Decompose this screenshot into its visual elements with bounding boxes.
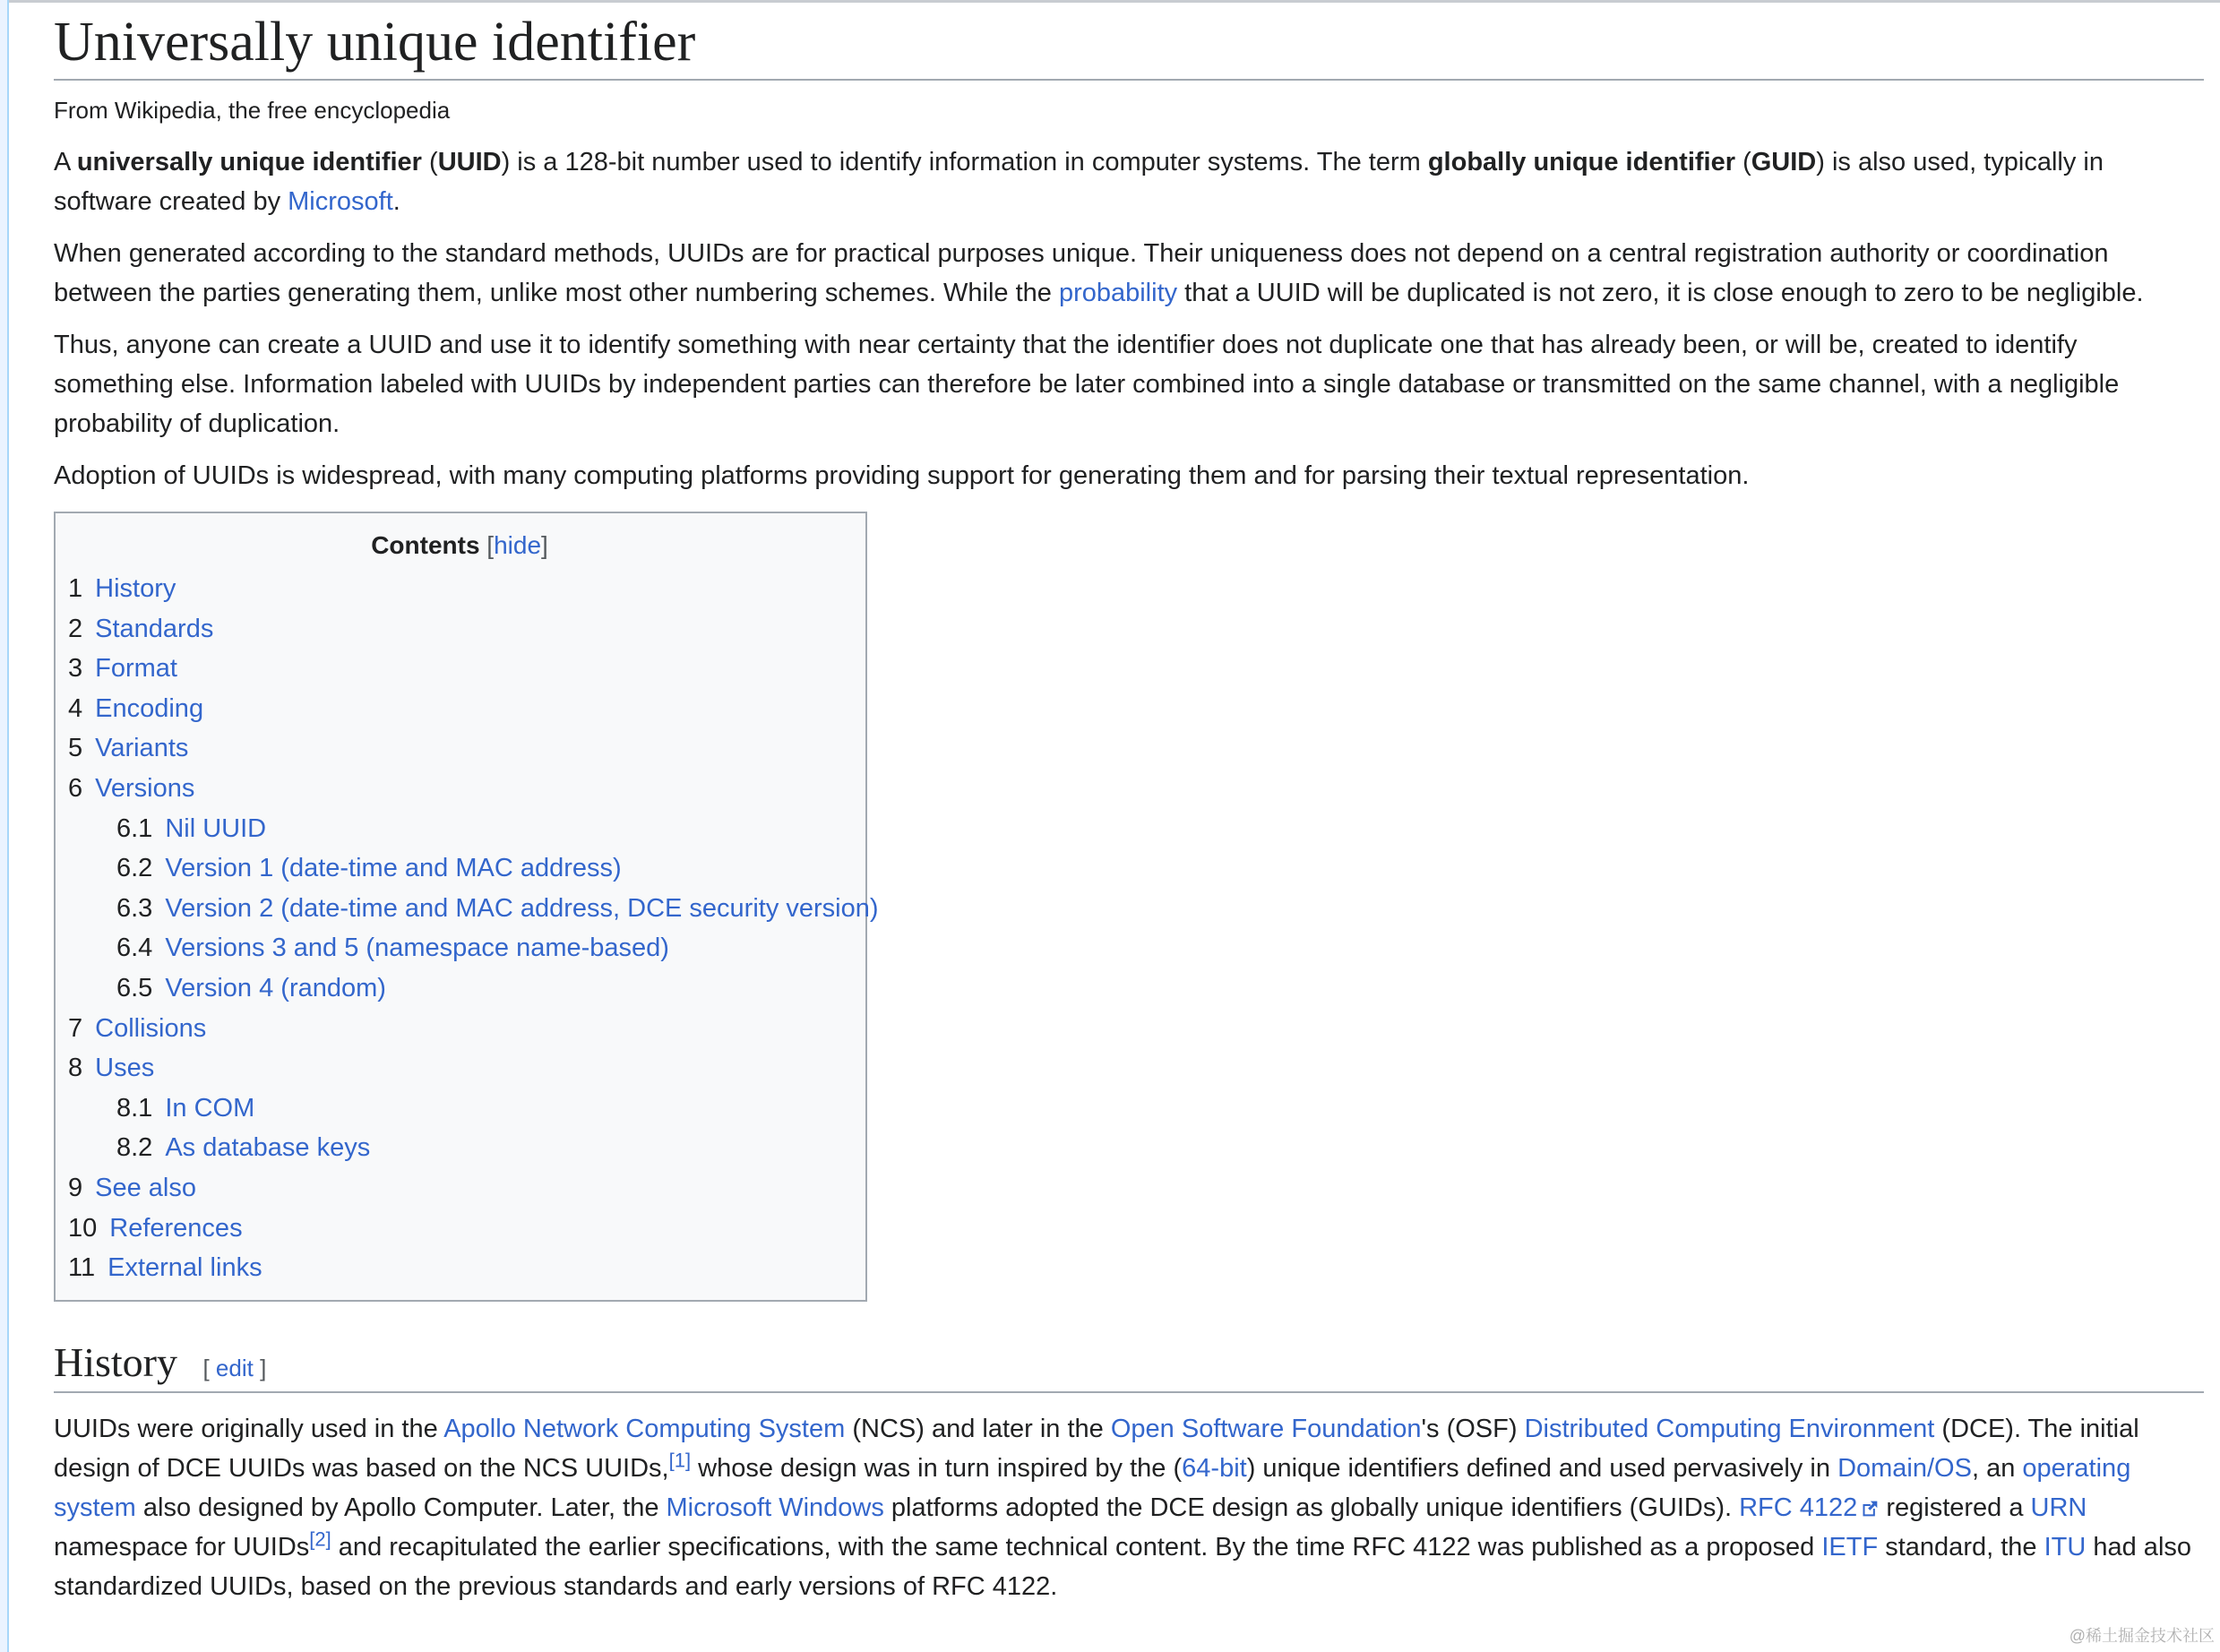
text: (DCE). The initial design of DCE UUIDs was based on the NCS UUIDs,	[54, 1415, 2139, 1483]
toc-item-references[interactable]	[68, 1209, 851, 1249]
page-title: Universally unique identifier	[54, 11, 2204, 81]
toc-item-see-also[interactable]	[68, 1168, 851, 1209]
toc-link[interactable]: Encoding	[95, 693, 204, 723]
toc-number: 7	[68, 1013, 83, 1043]
link-ietf[interactable]: IETF	[1821, 1533, 1879, 1562]
toc-link[interactable]: Version 1 (date-time and MAC address)	[165, 854, 622, 883]
toc-number: 3	[68, 654, 83, 684]
text: (	[421, 148, 438, 176]
toc-item-history[interactable]	[68, 569, 851, 609]
link-operating-system[interactable]: operating system	[54, 1454, 2131, 1522]
toc-number: 6.3	[116, 893, 153, 923]
toc-number: 6.2	[116, 854, 153, 883]
link-dce[interactable]: Distributed Computing Environment	[1524, 1415, 1935, 1443]
text: (	[1735, 148, 1751, 176]
bold-term: globally unique identifier	[1427, 148, 1736, 176]
toc-item-collisions[interactable]	[68, 1009, 851, 1049]
toc-link[interactable]: Version 4 (random)	[165, 973, 386, 1002]
toc-number: 1	[68, 574, 83, 603]
toc-item-version-2[interactable]	[68, 889, 879, 929]
watermark: @稀土掘金技术社区	[2069, 1627, 2215, 1645]
bracket: [	[202, 1355, 210, 1381]
text: registered a	[1879, 1493, 2031, 1522]
toc-list	[68, 569, 879, 1288]
toc-hide-toggle[interactable]: hide	[494, 531, 542, 559]
link-domain-os[interactable]: Domain/OS	[1837, 1454, 1972, 1483]
toc-item-database-keys[interactable]	[68, 1128, 851, 1168]
bracket: ]	[541, 531, 548, 559]
toc-number: 6.5	[116, 973, 153, 1002]
history-paragraph	[54, 1409, 2204, 1606]
text: had also standardized UUIDs, based on the previous standards and early versions of RFC 4122.	[54, 1533, 2192, 1601]
toc-number: 9	[68, 1173, 83, 1202]
link-osf[interactable]: Open Software Foundation	[1110, 1415, 1422, 1443]
toc-item-standards[interactable]	[68, 609, 851, 650]
toc-number: 5	[68, 734, 83, 763]
link-64-bit[interactable]: 64-bit	[1182, 1454, 1247, 1483]
toc-number: 11	[68, 1253, 96, 1283]
toc-item-nil-uuid[interactable]	[68, 809, 851, 849]
intro-paragraph-4: Adoption of UUIDs is widespread, with many computing platforms providing support for generating them and for parsing their textual representation.	[54, 461, 1750, 490]
link-rfc-4122[interactable]: RFC 4122	[1739, 1493, 1858, 1522]
link-microsoft-windows[interactable]: Microsoft Windows	[666, 1493, 884, 1522]
bold-term: universally unique identifier	[76, 148, 422, 176]
toc-link[interactable]: Nil UUID	[165, 813, 267, 843]
toc-link[interactable]: Uses	[95, 1054, 155, 1083]
text: .	[392, 187, 400, 216]
text: whose design was in turn inspired by the (	[691, 1454, 1183, 1483]
toc-link[interactable]: Versions 3 and 5 (namespace name-based)	[165, 934, 669, 963]
toc-link[interactable]: Versions	[95, 773, 195, 803]
toc-item-version-1[interactable]	[68, 848, 851, 889]
toc-number: 10	[68, 1213, 98, 1243]
toc-link[interactable]: Collisions	[95, 1013, 207, 1043]
toc-link[interactable]: See also	[95, 1173, 196, 1202]
table-of-contents	[54, 512, 879, 1302]
intro-paragraph-1	[54, 142, 2204, 221]
toc-number: 6.4	[116, 934, 153, 963]
sidebar-edge	[0, 0, 9, 1652]
text: namespace for UUIDs	[54, 1533, 310, 1562]
bold-term: GUID	[1751, 148, 1817, 176]
link-itu[interactable]: ITU	[2044, 1533, 2087, 1562]
text: and recapitulated the earlier specifications, with the same technical content. By the time RFC 4122 was published as a proposed	[331, 1533, 1822, 1562]
toc-item-variants[interactable]	[68, 728, 851, 769]
text: that a UUID will be duplicated is not zero, it is close enough to zero to be negligible.	[1177, 279, 2144, 307]
reference-link-1[interactable]: [1]	[668, 1449, 692, 1472]
toc-number: 6.1	[116, 813, 153, 843]
toc-heading: Contents	[371, 531, 480, 559]
toc-item-versions[interactable]	[68, 769, 851, 809]
toc-number: 8.1	[116, 1093, 153, 1123]
text: ) is also used, typically in software created by	[54, 148, 2104, 216]
toc-number: 4	[68, 693, 83, 723]
toc-link[interactable]: Format	[95, 654, 177, 684]
reference-link-2[interactable]: [2]	[309, 1527, 331, 1551]
external-link-icon	[1861, 1500, 1879, 1518]
toc-item-format[interactable]	[68, 649, 851, 689]
edit-section-link[interactable]: edit	[215, 1355, 254, 1381]
toc-link[interactable]: In COM	[165, 1093, 255, 1123]
link-urn[interactable]: URN	[2030, 1493, 2087, 1522]
toc-link[interactable]: Version 2 (date-time and MAC address, DCE security version)	[165, 893, 879, 923]
toc-number: 8.2	[116, 1133, 153, 1163]
toc-link[interactable]: Standards	[95, 614, 214, 643]
toc-link[interactable]: As database keys	[165, 1133, 371, 1163]
toc-item-in-com[interactable]	[68, 1088, 851, 1129]
section-title: History	[54, 1339, 177, 1385]
toc-item-uses[interactable]	[68, 1048, 851, 1088]
link-microsoft[interactable]: Microsoft	[288, 187, 393, 216]
bracket: ]	[260, 1355, 267, 1381]
intro-paragraph-2	[54, 234, 2204, 313]
toc-link[interactable]: Variants	[95, 734, 189, 763]
text: 's (OSF)	[1421, 1415, 1525, 1443]
link-apollo-ncs[interactable]: Apollo Network Computing System	[443, 1415, 846, 1443]
toc-number: 6	[68, 773, 83, 803]
text: , an	[1971, 1454, 2023, 1483]
toc-link[interactable]: References	[109, 1213, 243, 1243]
text: standard, the	[1878, 1533, 2044, 1562]
text: When generated according to the standard methods, UUIDs are for practical purposes unique. Their uniqueness does not depend on a central registration authority or coordination between the parties generating them, unlike most other numbering schemes. While the	[54, 239, 2109, 307]
link-probability[interactable]: probability	[1058, 279, 1178, 307]
text: ) is a 128-bit number used to identify information in computer systems. The term	[501, 148, 1428, 176]
bold-term: UUID	[437, 148, 502, 176]
toc-item-versions-3-5[interactable]	[68, 928, 851, 968]
text: platforms adopted the DCE design as globally unique identifiers (GUIDs).	[883, 1493, 1740, 1522]
edit-section	[202, 1355, 266, 1381]
toc-item-external-links[interactable]	[68, 1248, 851, 1288]
text: (NCS) and later in the	[845, 1415, 1111, 1443]
text: A	[54, 148, 77, 176]
main-content	[54, 0, 2204, 1619]
section-heading-history	[54, 1336, 2204, 1393]
toc-item-version-4[interactable]	[68, 968, 851, 1009]
site-subtitle: From Wikipedia, the free encyclopedia	[54, 97, 451, 124]
toc-title	[68, 526, 851, 565]
intro-paragraph-3: Thus, anyone can create a UUID and use it to identify something with near certainty that the identifier does not duplicate one that has already been, or will be, created to identify something else. Information labeled with UUIDs by independent parties can therefore be later combined into a single database or transmitted on the same channel, with a negligible probability of duplication.	[54, 331, 2120, 438]
text: ) unique identifiers defined and used pervasively in	[1246, 1454, 1838, 1483]
toc-item-encoding[interactable]	[68, 689, 851, 729]
text: also designed by Apollo Computer. Later, the	[135, 1493, 667, 1522]
bracket: [	[486, 531, 495, 559]
toc-number: 2	[68, 614, 83, 643]
text: UUIDs were originally used in the	[54, 1415, 444, 1443]
toc-link[interactable]: History	[95, 574, 176, 603]
toc-number: 8	[68, 1054, 83, 1083]
toc-link[interactable]: External links	[108, 1253, 262, 1283]
